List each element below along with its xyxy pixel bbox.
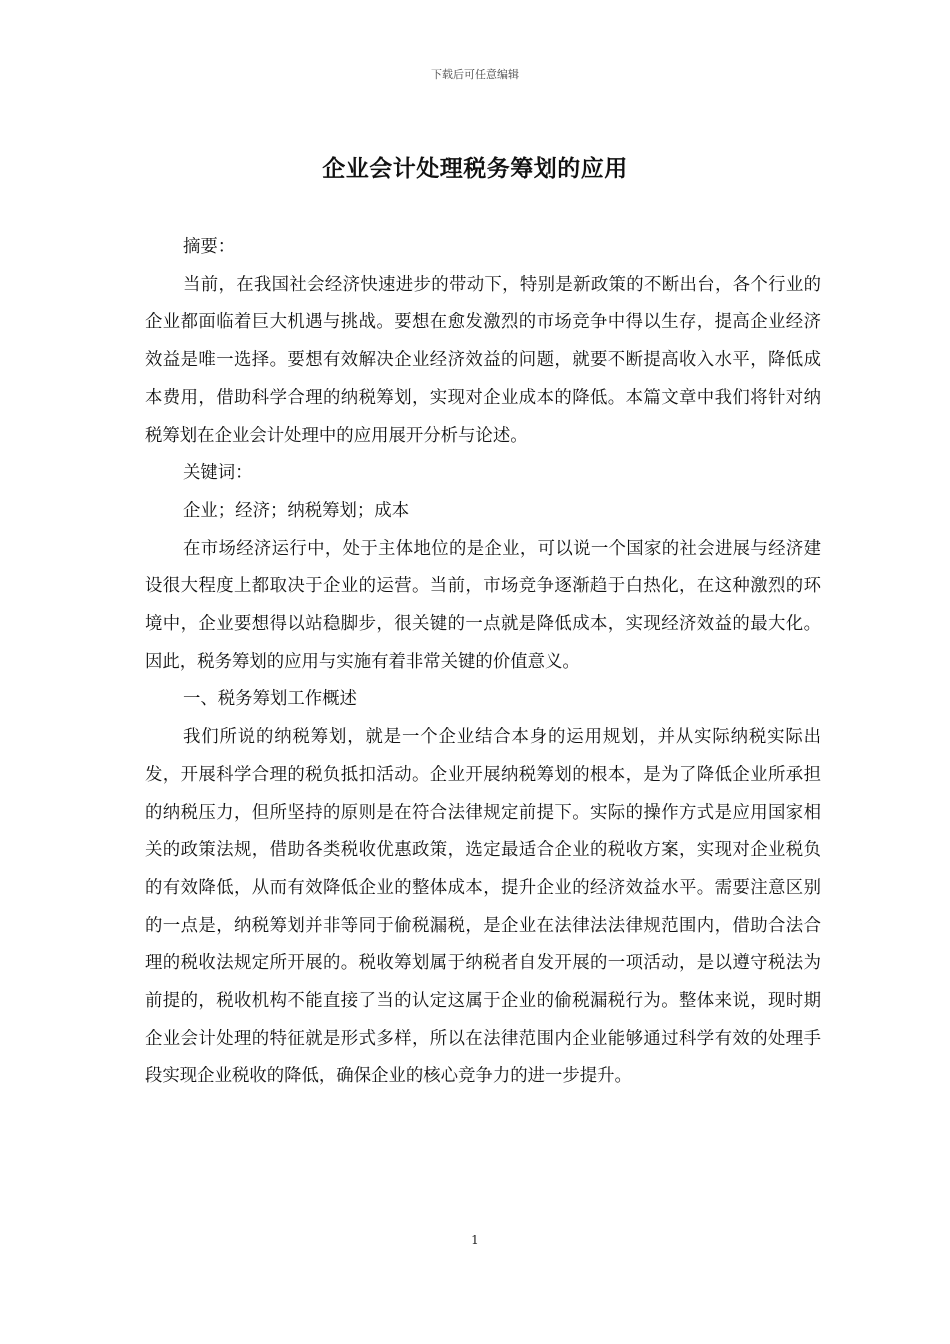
intro-paragraph: 在市场经济运行中，处于主体地位的是企业，可以说一个国家的社会进展与经济建设很大程度上都取决于企业的运营。当前，市场竞争逐渐趋于白热化，在这种激烈的环境中，企业要想得以站稳脚步，很关键的一点就是降低成本，实现经济效益的最大化。因此，税务筹划的应用与实施有着非常关键的价值意义。 <box>145 538 821 672</box>
document-title: 企业会计处理税务筹划的应用 <box>322 155 628 182</box>
document-body <box>145 229 821 1096</box>
keywords-heading: 关键词： <box>183 463 253 484</box>
page-number: 1 <box>471 1233 479 1247</box>
keywords-list: 企业；经济；纳税筹划；成本 <box>183 500 410 521</box>
abstract-paragraph: 当前，在我国社会经济快速进步的带动下，特别是新政策的不断出台，各个行业的企业都面临着巨大机遇与挑战。要想在愈发激烈的市场竞争中得以生存，提高企业经济效益是唯一选择。要想有效解决企业经济效益的问题，就要不断提高收入水平，降低成本费用，借助科学合理的纳税筹划，实现对企业成本的降低。本篇文章中我们将针对纳税筹划在企业会计处理中的应用展开分析与论述。 <box>145 274 821 446</box>
abstract-heading: 摘要： <box>183 237 236 257</box>
page-header-note: 下载后可任意编辑 <box>431 68 519 81</box>
section-1-paragraph: 我们所说的纳税筹划，就是一个企业结合本身的运用规划，并从实际纳税实际出发，开展科学合理的税负抵扣活动。企业开展纳税筹划的根本，是为了降低企业所承担的纳税压力，但所坚持的原则是在符合法律规定前提下。实际的操作方式是应用国家相关的政策法规，借助各类税收优惠政策，选定最适合企业的税收方案，实现对企业税负的有效降低，从而有效降低企业的整体成本，提升企业的经济效益水平。需要注意区别的一点是，纳税筹划并非等同于偷税漏税，是企业在法律法法律规范围内，借助合法合理的税收法规定所开展的。税收筹划属于纳税者自发开展的一项活动，是以遵守税法为前提的，税收机构不能直接了当的认定这属于企业的偷税漏税行为。整体来说，现时期企业会计处理的特征就是形式多样，所以在法律范围内企业能够通过科学有效的处理手段实现企业税收的降低，确保企业的核心竞争力的进一步提升。 <box>145 727 821 1087</box>
section-heading-1: 一、税务筹划工作概述 <box>183 689 357 710</box>
